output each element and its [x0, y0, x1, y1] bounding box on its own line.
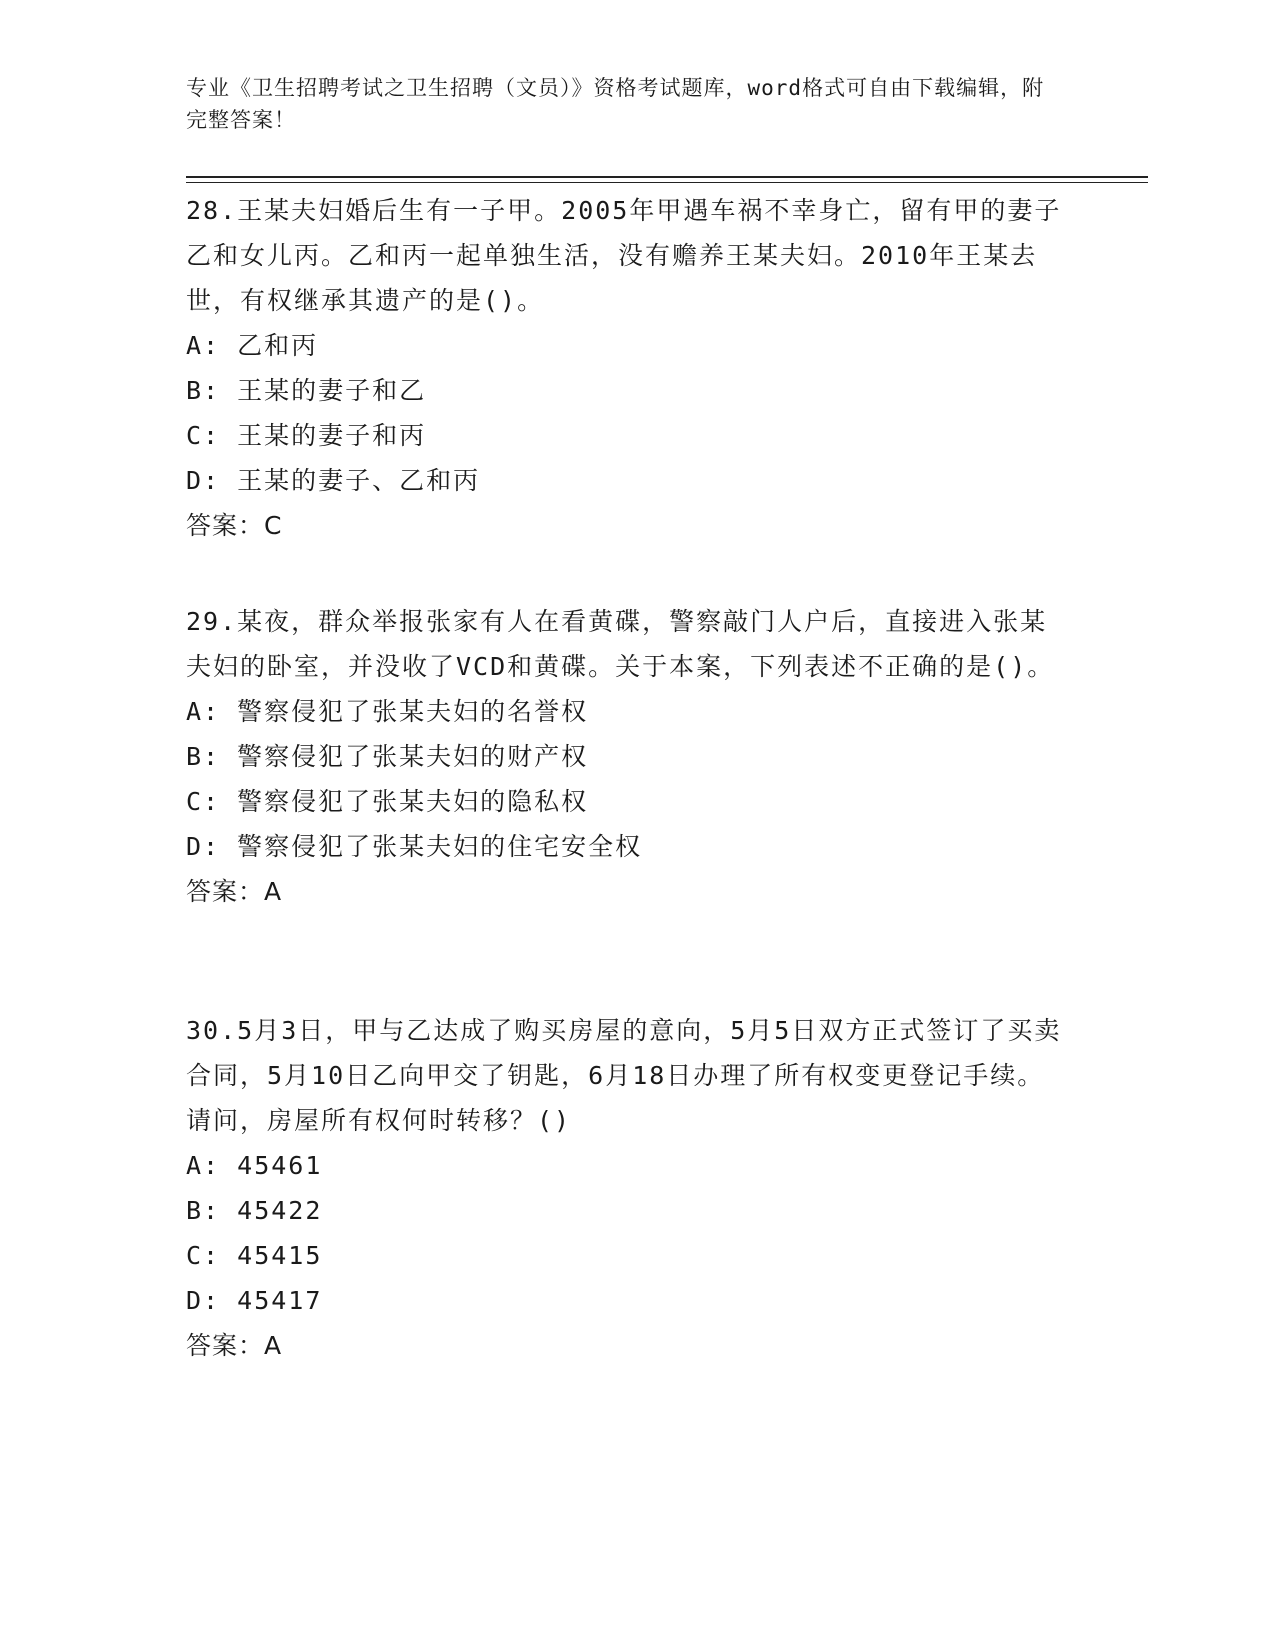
- question-stem: 30.5月3日，甲与乙达成了购买房屋的意向，5月5日双方正式签订了买卖合同，5月10日乙向甲交了钥匙，6月18日办理了所有权变更登记手续。请问，房屋所有权何时转移？(): [186, 1016, 1062, 1135]
- option-a: A: 警察侵犯了张某夫妇的名誉权: [186, 697, 589, 726]
- answer-line: 答案：A: [186, 877, 283, 906]
- option-c: C: 王某的妻子和丙: [186, 421, 427, 450]
- question-30: [186, 1008, 1066, 1368]
- option-d: D: 警察侵犯了张某夫妇的住宅安全权: [186, 832, 643, 861]
- option-c: C: 45415: [186, 1241, 323, 1270]
- question-29: [186, 599, 1066, 914]
- answer-line: 答案：C: [186, 511, 283, 540]
- question-stem: 28.王某夫妇婚后生有一子甲。2005年甲遇车祸不幸身亡，留有甲的妻子乙和女儿丙。乙和丙一起单独生活，没有赡养王某夫妇。2010年王某去世，有权继承其遗产的是()。: [186, 196, 1062, 315]
- option-b: B: 警察侵犯了张某夫妇的财产权: [186, 742, 589, 771]
- option-b: B: 45422: [186, 1196, 323, 1225]
- option-c: C: 警察侵犯了张某夫妇的隐私权: [186, 787, 589, 816]
- header-divider-thick: [186, 176, 1148, 178]
- question-stem: 29.某夜，群众举报张家有人在看黄碟，警察敲门人户后，直接进入张某夫妇的卧室，并没收了VCD和黄碟。关于本案，下列表述不正确的是()。: [186, 607, 1055, 681]
- option-a: A: 45461: [186, 1151, 323, 1180]
- header-divider-thin: [186, 182, 1148, 183]
- option-d: D: 王某的妻子、乙和丙: [186, 466, 481, 495]
- answer-line: 答案：A: [186, 1331, 283, 1360]
- option-b: B: 王某的妻子和乙: [186, 376, 427, 405]
- option-a: A: 乙和丙: [186, 331, 319, 360]
- document-header: 专业《卫生招聘考试之卫生招聘（文员）》资格考试题库，word格式可自由下载编辑，附完整答案！: [186, 76, 1045, 132]
- option-d: D: 45417: [186, 1286, 323, 1315]
- question-28: [186, 188, 1066, 548]
